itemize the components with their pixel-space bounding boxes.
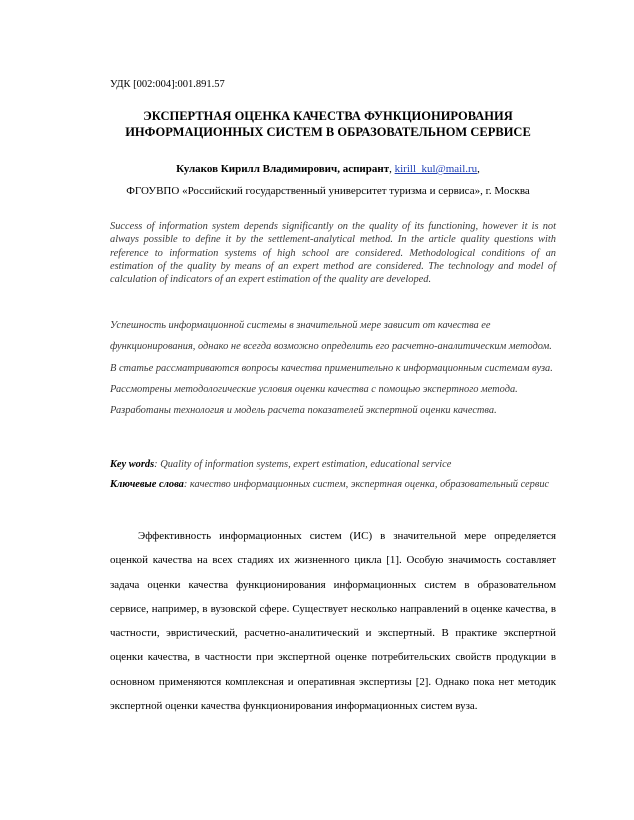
body-paragraph <box>110 524 556 718</box>
title-line-1: ЭКСПЕРТНАЯ ОЦЕНКА КАЧЕСТВА ФУНКЦИОНИРОВАНИЯ <box>143 109 513 123</box>
keywords-en-label: Key words <box>110 459 155 470</box>
keywords-ru-label: Ключевые слова <box>110 479 184 490</box>
keywords-block <box>110 455 556 495</box>
author-separator: , <box>389 163 395 175</box>
keywords-en-text: : Quality of information systems, expert estimation, educational service <box>154 459 452 470</box>
keywords-russian <box>110 475 556 495</box>
body-paragraph-text: Эффективность информационных систем (ИС) в значительной мере определяется оценкой качества на всех стадиях их жизненного цикла [1]. Особую значимость составляет задача оценки качества функционирования информационных систем в образовательном сервисе, например, в вузовской сфере. Существует несколько направлений в оценке качества, в частности, эвристический, расчетно-аналитический и экспертный. В практике экспертной оценки качества, в частности при экспертной оценке потребительских свойств продукции в основном применяются комплексная и оперативная экспертизы [2]. Однако пока нет методик экспертной оценки качества функционирования информационных систем вуза. <box>110 530 556 713</box>
author-email-link[interactable]: kirill_kul@mail.ru <box>394 163 478 175</box>
author-line <box>100 162 556 176</box>
title-line-2: ИНФОРМАЦИОННЫХ СИСТЕМ В ОБРАЗОВАТЕЛЬНОМ СЕРВИСЕ <box>125 125 531 139</box>
affiliation: ФГОУВПО «Российский государственный университет туризма и сервиса», г. Москва <box>126 185 530 197</box>
udk-code: УДК [002:004]:001.891.57 <box>110 79 225 90</box>
article-title <box>100 108 556 140</box>
abstract-russian: Успешность информационной системы в значительной мере зависит от качества ее функционирования, однако не всегда возможно определить его расчетно-аналитическим методом. В статье рассматриваются вопросы качества применительно к информационным системам вуза. Рассмотрены методологические условия оценки качества с помощью экспертного метода. Разработаны технология и модель расчета показателей экспертной оценки качества. <box>110 320 553 417</box>
abstract-english: Success of information system depends significantly on the quality of its functioning, however it is not always possible to define it by the settlement-analytical method. In the article quality questions with reference to information systems of high school are considered. Methodological conditions of an estimation of the quality by means of an expert method are considered. The technology and model of calculation of indicators of an expert estimation of the quality are developed. <box>110 221 556 286</box>
keywords-english <box>110 455 556 475</box>
author-trailing: , <box>477 163 480 175</box>
keywords-ru-text: : качество информационных систем, экспертная оценка, образовательный сервис <box>183 479 550 490</box>
author-name: Кулаков Кирилл Владимирович, аспирант <box>176 163 390 175</box>
